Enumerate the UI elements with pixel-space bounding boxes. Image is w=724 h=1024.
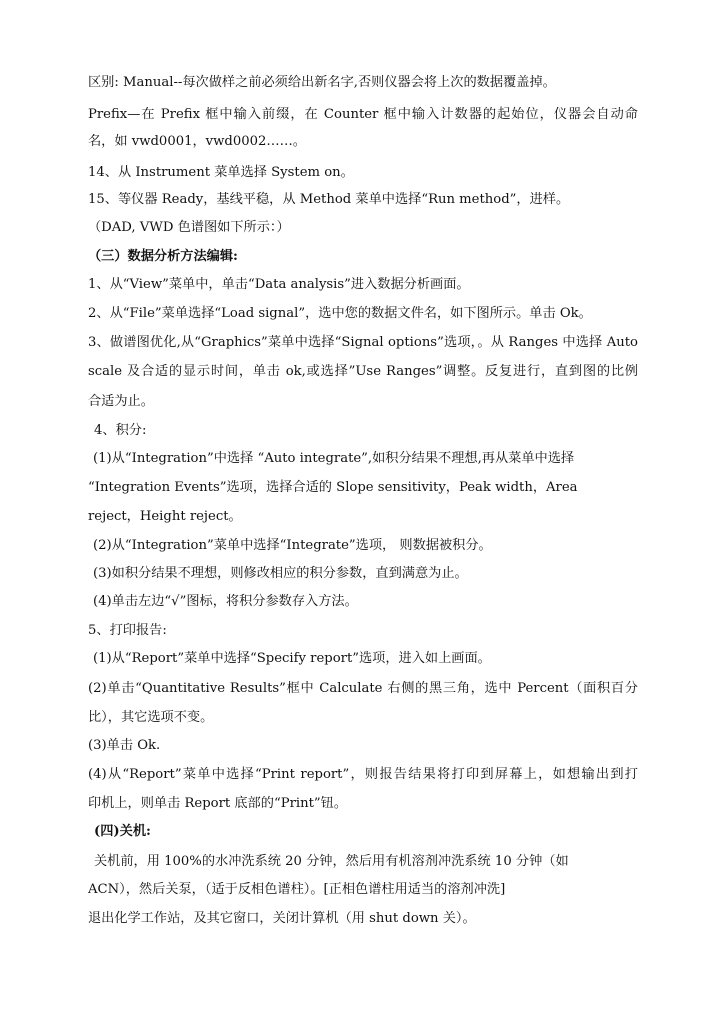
- text-line: （DAD, VWD 色谱图如下所示：）: [88, 220, 290, 235]
- text-line: “Integration Events”选项，选择合适的 Slope sensitivity，Peak width，Area: [88, 480, 578, 495]
- text-line: 合适为止。: [88, 394, 154, 409]
- text-line: (1)从“Integration”中选择 “Auto integrate”,如积分结果不理想,再从菜单中选择: [93, 451, 575, 466]
- text-line: 区别: Manual--每次做样之前必须给出新名字,否则仪器会将上次的数据覆盖掉。: [88, 75, 556, 90]
- text-line: 4、积分:: [94, 423, 147, 438]
- text-line: (4)从“Report”菜单中选择“Print report”，则报告结果将打印到屏幕上，如想输出到打: [88, 767, 638, 782]
- text-line: 1、从“View”菜单中，单击“Data analysis”进入数据分析画面。: [88, 277, 470, 292]
- text-line: scale 及合适的显示时间，单击 ok,或选择”Use Ranges”调整。反复进行，直到图的比例: [88, 364, 638, 379]
- text-line: Prefix—在 Prefix 框中输入前缀，在 Counter 框中输入计数器的起始位，仪器会自动命: [88, 107, 638, 122]
- text-line: 15、等仪器 Ready，基线平稳，从 Method 菜单中选择“Run method”，进样。: [88, 192, 570, 207]
- text-line: (2)从“Integration”菜单中选择“Integrate”选项， 则数据被积分。: [93, 538, 492, 553]
- text-line: 3、做谱图优化,从“Graphics”菜单中选择“Signal options”选项，。从 Ranges 中选择 Auto: [88, 335, 638, 350]
- section-heading: (四)关机:: [94, 824, 151, 839]
- text-line: (3)如积分结果不理想，则修改相应的积分参数，直到满意为止。: [93, 566, 468, 581]
- text-line: 关机前，用 100%的水冲洗系统 20 分钟，然后用有机溶剂冲洗系统 10 分钟（如: [94, 854, 569, 869]
- text-line: (2)单击“Quantitative Results”框中 Calculate 右侧的黑三角，选中 Percent（面积百分: [88, 681, 638, 696]
- text-line: 2、从“File”菜单选择“Load signal”，选中您的数据文件名，如下图所示。单击 Ok。: [88, 306, 592, 321]
- text-line: (3)单击 Ok.: [88, 738, 161, 753]
- text-line: reject，Height reject。: [88, 509, 242, 524]
- text-line: 退出化学工作站，及其它窗口，关闭计算机（用 shut down 关）。: [88, 911, 476, 926]
- text-line: 5、打印报告:: [88, 623, 167, 638]
- text-line: (4)单击左边“√”图标，将积分参数存入方法。: [93, 594, 358, 609]
- text-line: 名，如 vwd0001，vwd0002……。: [88, 134, 306, 149]
- text-line: 印机上，则单击 Report 底部的“Print”钮。: [88, 796, 348, 811]
- text-line: 比），其它选项不变。: [88, 710, 214, 725]
- section-heading: （三）数据分析方法编辑:: [88, 249, 238, 264]
- text-line: 14、从 Instrument 菜单选择 System on。: [88, 165, 354, 180]
- text-line: ACN），然后关泵，（适于反相色谱柱）。[正相色谱柱用适当的溶剂冲洗]: [88, 882, 506, 897]
- text-line: (1)从“Report”菜单中选择“Specify report”选项，进入如上画面。: [93, 651, 491, 666]
